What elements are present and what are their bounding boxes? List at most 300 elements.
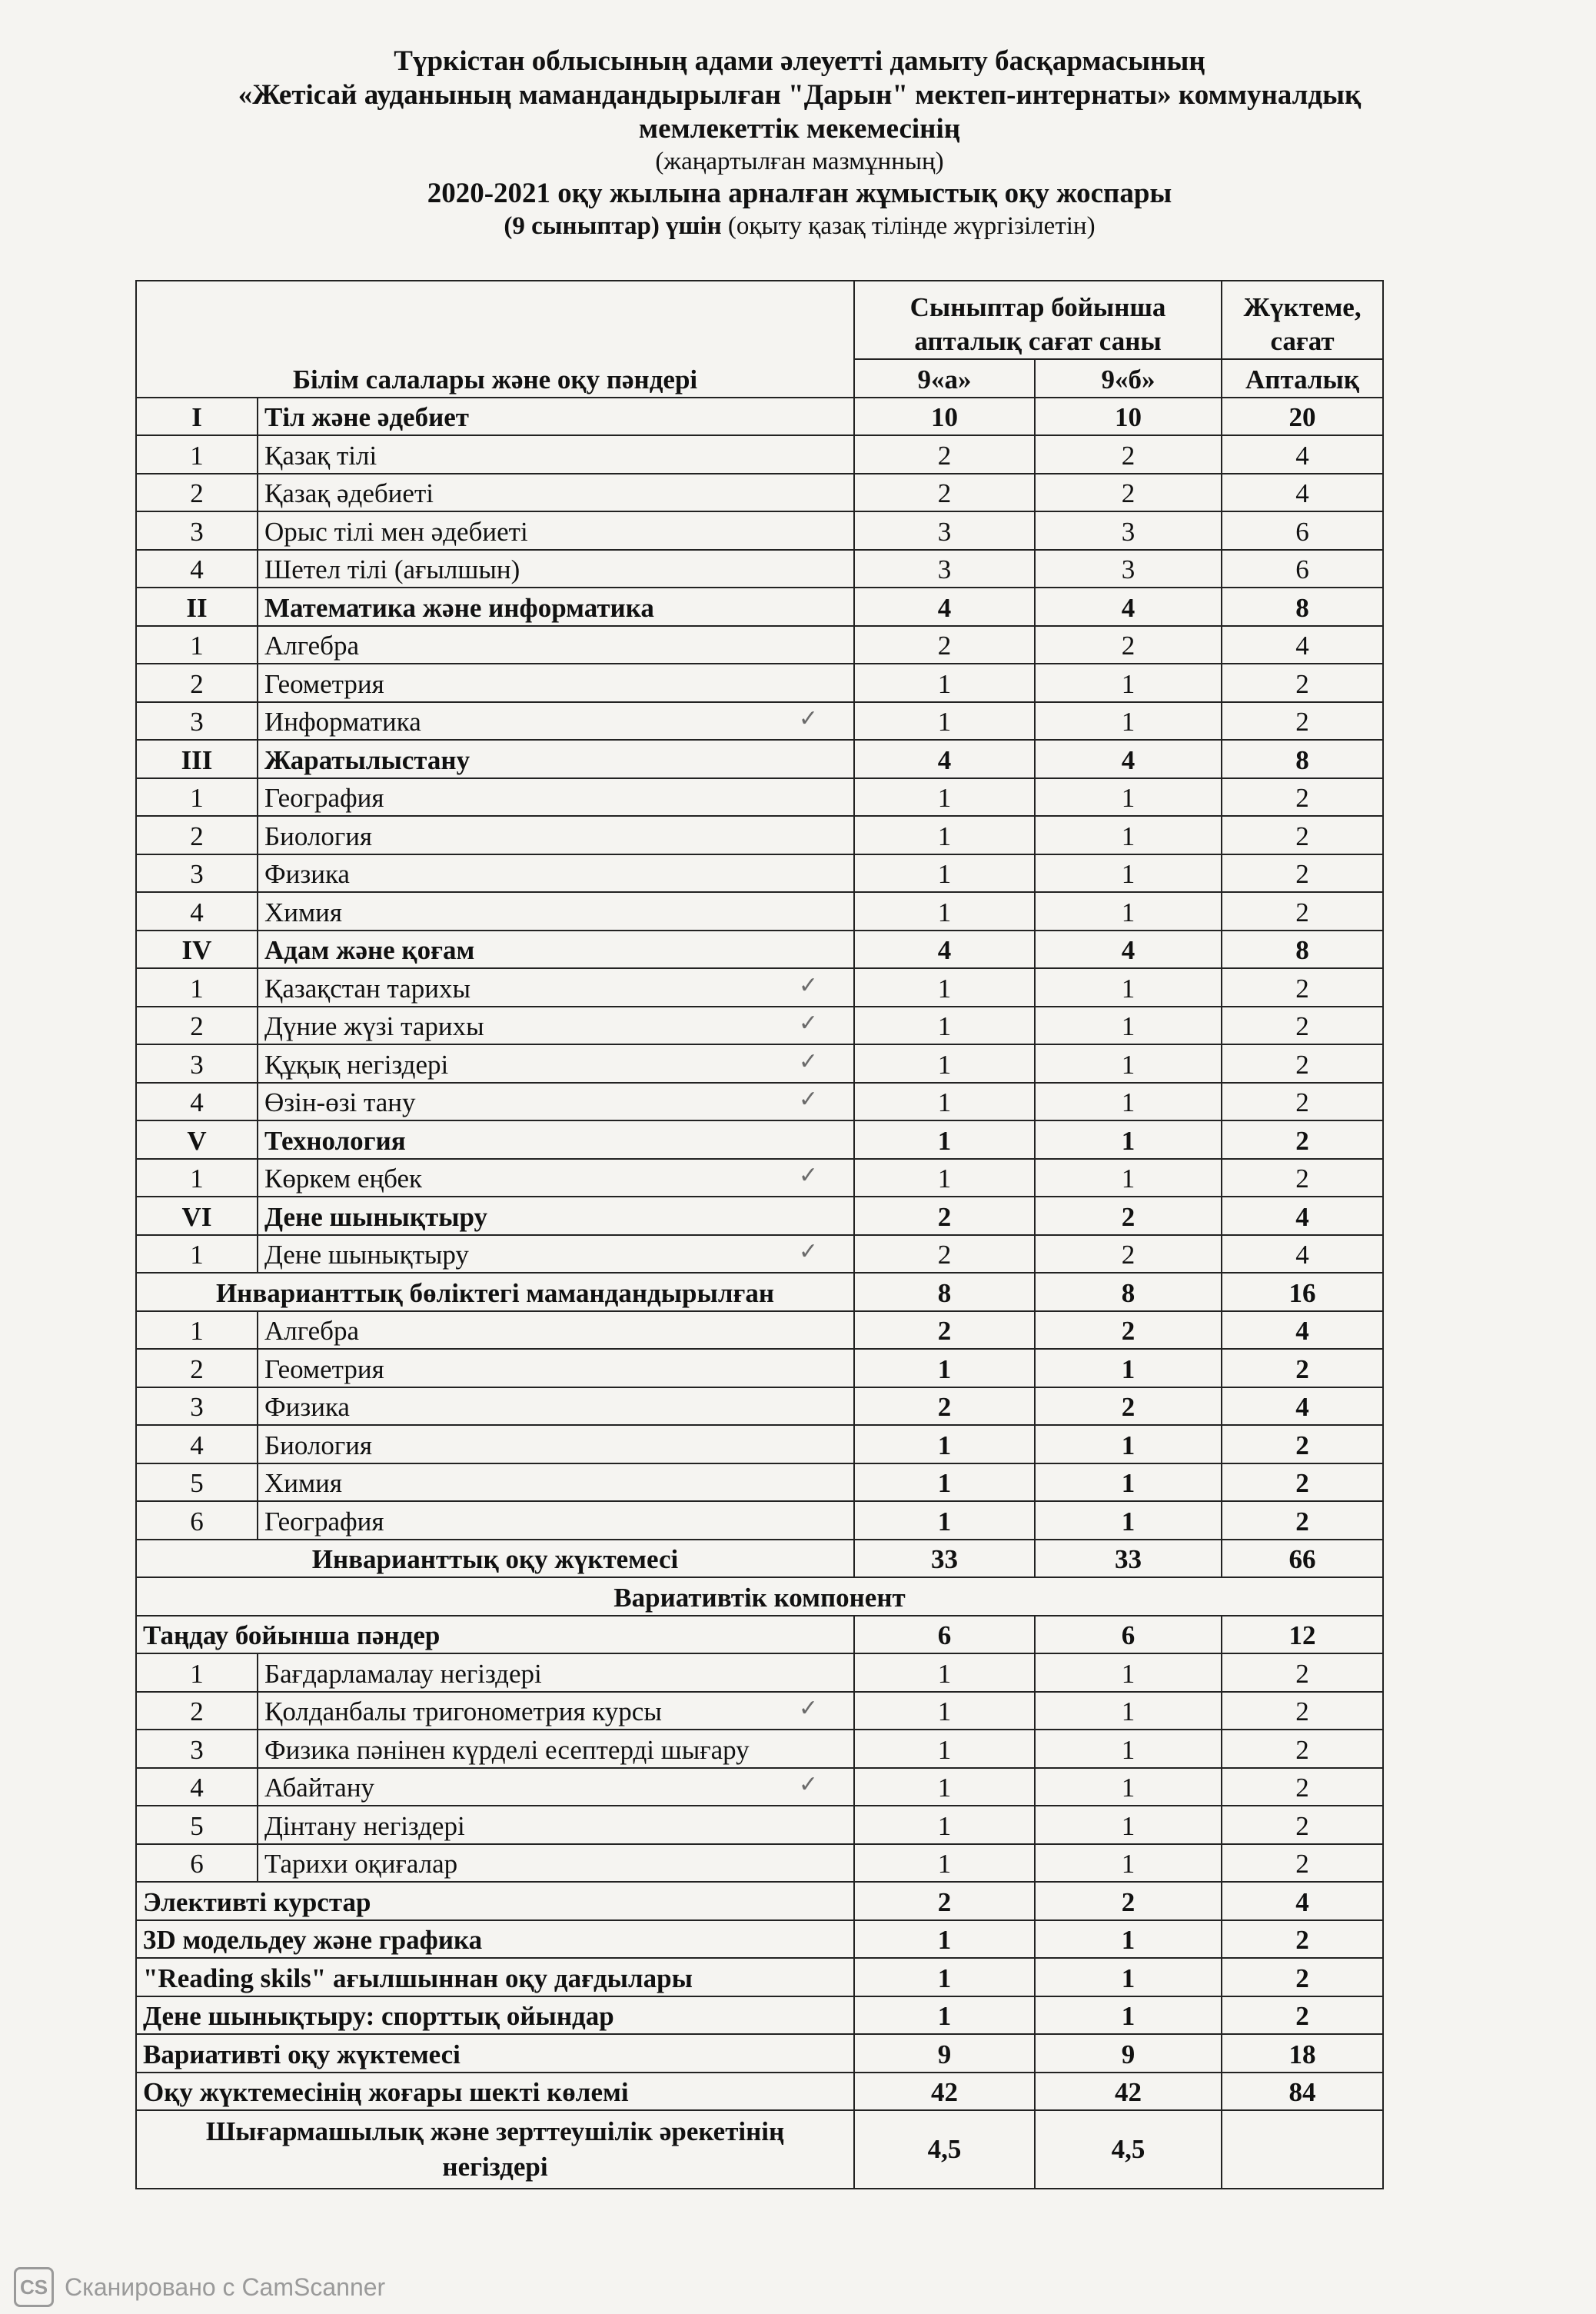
scanner-text: Сканировано с CamScanner xyxy=(65,2272,386,2301)
subject-label: Математика және информатика xyxy=(264,592,654,623)
table-row xyxy=(136,474,1383,512)
subject-name xyxy=(258,1197,854,1235)
table-row xyxy=(136,1083,1383,1121)
hours-class-a: 4,5 xyxy=(854,2110,1035,2189)
hours-class-a: 2 xyxy=(854,435,1035,474)
hours-class-a: 1 xyxy=(854,816,1035,854)
hours-class-b: 1 xyxy=(1035,664,1222,702)
hours-class-a: 2 xyxy=(854,1311,1035,1350)
row-number: 6 xyxy=(136,1501,258,1540)
weekly-total: 2 xyxy=(1222,1692,1383,1730)
hours-class-a: 1 xyxy=(854,702,1035,741)
hours-class-b: 4 xyxy=(1035,740,1222,778)
subject-name xyxy=(258,1159,854,1197)
subject-label: Қазақ тілі xyxy=(264,440,377,471)
row-number: 2 xyxy=(136,1007,258,1045)
variative-title: Вариативтік компонент xyxy=(136,1577,1383,1616)
row-number: 2 xyxy=(136,664,258,702)
subject-name xyxy=(258,1083,854,1121)
subject-label: Көркем еңбек xyxy=(264,1164,423,1194)
subject-label: Физика xyxy=(264,1392,350,1422)
hours-class-b: 1 xyxy=(1035,1806,1222,1844)
course-row xyxy=(136,1920,1383,1959)
weekly-total: 2 xyxy=(1222,854,1383,893)
hours-class-b: 1 xyxy=(1035,702,1222,741)
hours-class-b: 1 xyxy=(1035,1120,1222,1159)
hours-class-a: 1 xyxy=(854,968,1035,1007)
subject-label: Дінтану негіздері xyxy=(264,1810,465,1841)
row-number: II xyxy=(136,588,258,626)
subject-label: Абайтану xyxy=(264,1773,375,1803)
table-row xyxy=(136,1159,1383,1197)
table-row xyxy=(136,816,1383,854)
hours-class-a: 1 xyxy=(854,1844,1035,1883)
hours-class-a: 1 xyxy=(854,892,1035,931)
course-row xyxy=(136,1996,1383,2035)
subject-name xyxy=(258,1044,854,1083)
hours-class-a: 1 xyxy=(854,1159,1035,1197)
subject-name xyxy=(258,1806,854,1844)
subject-name xyxy=(258,588,854,626)
weekly-total: 2 xyxy=(1222,1996,1383,2035)
hours-class-a: 42 xyxy=(854,2073,1035,2111)
elective-subjects-row xyxy=(136,1616,1383,1654)
weekly-total: 66 xyxy=(1222,1540,1383,1578)
hours-class-b: 3 xyxy=(1035,511,1222,550)
creative-row-label: Шығармашылық және зерттеушілік әрекетінің негіздері xyxy=(136,2110,854,2189)
weekly-total: 4 xyxy=(1222,626,1383,664)
subject-label: Физика пәнінен күрделі есептерді шығару xyxy=(264,1734,750,1765)
weekly-total: 20 xyxy=(1222,398,1383,436)
hours-class-b: 1 xyxy=(1035,1044,1222,1083)
hours-class-a: 1 xyxy=(854,1083,1035,1121)
header-line-3: мемлекеттік мекемесінің xyxy=(638,113,961,145)
subject-label: География xyxy=(264,1506,384,1537)
hours-class-a: 1 xyxy=(854,1920,1035,1959)
hours-class-b: 3 xyxy=(1035,550,1222,588)
table-row xyxy=(136,1425,1383,1463)
weekly-total: 2 xyxy=(1222,1920,1383,1959)
subject-name xyxy=(258,1730,854,1768)
weekly-total: 4 xyxy=(1222,1235,1383,1274)
row-number: 4 xyxy=(136,1083,258,1121)
subject-name xyxy=(258,1768,854,1806)
weekly-total: 12 xyxy=(1222,1616,1383,1654)
subject-name xyxy=(258,664,854,702)
hours-class-b: 1 xyxy=(1035,1425,1222,1463)
subject-label: Алгебра xyxy=(264,631,360,661)
hours-class-b: 2 xyxy=(1035,626,1222,664)
weekly-total: 4 xyxy=(1222,1197,1383,1235)
header-load-line2: сағат xyxy=(1270,326,1335,356)
subject-name xyxy=(258,778,854,817)
hours-class-a: 1 xyxy=(854,1044,1035,1083)
table-row xyxy=(136,1197,1383,1235)
subject-label: Тіл және әдебиет xyxy=(264,402,469,432)
hours-class-b: 10 xyxy=(1035,398,1222,436)
weekly-total: 2 xyxy=(1222,1768,1383,1806)
table-row xyxy=(136,511,1383,550)
table-row xyxy=(136,1844,1383,1883)
weekly-total: 2 xyxy=(1222,1425,1383,1463)
table-row xyxy=(136,1044,1383,1083)
course-row xyxy=(136,1958,1383,1996)
hours-class-b: 1 xyxy=(1035,1996,1222,2035)
weekly-total: 4 xyxy=(1222,435,1383,474)
weekly-total: 2 xyxy=(1222,1730,1383,1768)
table-row xyxy=(136,435,1383,474)
creative-row xyxy=(136,2110,1383,2189)
course-name: 3D модельдеу және графика xyxy=(136,1920,854,1959)
invariant-load-row-label: Инварианттық оқу жүктемесі xyxy=(136,1540,854,1578)
hours-class-a: 2 xyxy=(854,1235,1035,1274)
table-row xyxy=(136,1730,1383,1768)
weekly-total: 4 xyxy=(1222,1882,1383,1920)
weekly-total: 6 xyxy=(1222,550,1383,588)
subject-name xyxy=(258,550,854,588)
weekly-total: 6 xyxy=(1222,511,1383,550)
camscanner-logo: CS xyxy=(14,2267,54,2307)
subject-label: Химия xyxy=(264,1468,342,1498)
hours-class-b: 1 xyxy=(1035,1463,1222,1502)
subject-name xyxy=(258,1311,854,1350)
hours-class-a: 1 xyxy=(854,1349,1035,1387)
scanner-watermark xyxy=(14,2267,385,2307)
hours-class-a: 4 xyxy=(854,588,1035,626)
table-header-row xyxy=(136,281,1383,359)
subject-label: Тарихи оқиғалар xyxy=(264,1849,458,1879)
weekly-total: 8 xyxy=(1222,740,1383,778)
subject-name xyxy=(258,740,854,778)
table-row xyxy=(136,1768,1383,1806)
checkmark-icon: ✓ xyxy=(798,1048,819,1074)
course-name: Дене шынықтыру: спорттық ойындар xyxy=(136,1996,854,2035)
subject-name xyxy=(258,1692,854,1730)
subject-label: Адам және қоғам xyxy=(264,935,475,965)
hours-class-b: 1 xyxy=(1035,1844,1222,1883)
hours-class-b: 1 xyxy=(1035,1768,1222,1806)
hours-class-b: 2 xyxy=(1035,474,1222,512)
weekly-total: 2 xyxy=(1222,968,1383,1007)
row-number: 3 xyxy=(136,1044,258,1083)
hours-class-b: 1 xyxy=(1035,1007,1222,1045)
weekly-total: 2 xyxy=(1222,1844,1383,1883)
subject-label: Физика xyxy=(264,859,350,889)
hours-class-a: 1 xyxy=(854,1958,1035,1996)
hours-class-a: 1 xyxy=(854,778,1035,817)
table-row xyxy=(136,1387,1383,1426)
row-number: 1 xyxy=(136,1311,258,1350)
subject-name xyxy=(258,1235,854,1274)
hours-class-a: 1 xyxy=(854,1425,1035,1463)
row-number: 3 xyxy=(136,1387,258,1426)
weekly-total: 2 xyxy=(1222,892,1383,931)
subject-label: Құқық негіздері xyxy=(264,1049,449,1080)
weekly-total: 2 xyxy=(1222,664,1383,702)
hours-class-a: 2 xyxy=(854,474,1035,512)
subject-name xyxy=(258,931,854,969)
hours-class-b: 2 xyxy=(1035,1235,1222,1274)
hours-class-b: 2 xyxy=(1035,1387,1222,1426)
hours-class-a: 10 xyxy=(854,398,1035,436)
hours-class-b: 4,5 xyxy=(1035,2110,1222,2189)
table-row xyxy=(136,1501,1383,1540)
subject-label: Орыс тілі мен әдебиеті xyxy=(264,516,528,547)
subject-label: Шетел тілі (ағылшын) xyxy=(264,554,520,584)
weekly-total: 2 xyxy=(1222,1349,1383,1387)
table-row xyxy=(136,1463,1383,1502)
table-row xyxy=(136,1692,1383,1730)
header-weekly: Апталық xyxy=(1222,359,1383,398)
weekly-total: 4 xyxy=(1222,474,1383,512)
row-number: 4 xyxy=(136,1425,258,1463)
hours-class-b: 33 xyxy=(1035,1540,1222,1578)
hours-class-a: 8 xyxy=(854,1273,1035,1311)
subject-label: Биология xyxy=(264,821,373,851)
header-line-6-rest: (оқыту қазақ тілінде жүргізілетін) xyxy=(721,212,1096,240)
table-row xyxy=(136,398,1383,436)
table-row xyxy=(136,1806,1383,1844)
table-row xyxy=(136,550,1383,588)
hours-class-b: 1 xyxy=(1035,968,1222,1007)
row-number: 1 xyxy=(136,778,258,817)
subject-name xyxy=(258,968,854,1007)
row-number: 4 xyxy=(136,550,258,588)
checkmark-icon: ✓ xyxy=(798,1011,819,1036)
weekly-total: 4 xyxy=(1222,1387,1383,1426)
hours-class-b: 1 xyxy=(1035,816,1222,854)
subject-label: Биология xyxy=(264,1430,373,1460)
row-number: III xyxy=(136,740,258,778)
hours-class-b: 1 xyxy=(1035,1730,1222,1768)
checkmark-icon: ✓ xyxy=(798,1239,819,1264)
weekly-total: 2 xyxy=(1222,1120,1383,1159)
table-row xyxy=(136,588,1383,626)
checkmark-icon: ✓ xyxy=(798,1696,819,1721)
invariant-special-row-label: Инварианттық бөліктегі мамандандырылған xyxy=(136,1273,854,1311)
subject-label: Бағдарламалау негіздері xyxy=(264,1658,542,1689)
subject-label: Қазақ әдебиеті xyxy=(264,478,434,508)
row-number: 1 xyxy=(136,968,258,1007)
checkmark-icon: ✓ xyxy=(798,706,819,731)
weekly-total: 4 xyxy=(1222,1311,1383,1350)
subject-name xyxy=(258,892,854,931)
row-number: 2 xyxy=(136,1349,258,1387)
hours-class-b: 1 xyxy=(1035,1349,1222,1387)
hours-class-a: 2 xyxy=(854,626,1035,664)
row-number: 3 xyxy=(136,1730,258,1768)
hours-class-a: 1 xyxy=(854,664,1035,702)
subject-name xyxy=(258,1425,854,1463)
table-row xyxy=(136,664,1383,702)
subject-name xyxy=(258,1120,854,1159)
table-row xyxy=(136,702,1383,741)
hours-class-b: 1 xyxy=(1035,892,1222,931)
elective-subjects-row-label: Таңдау бойынша пәндер xyxy=(136,1616,854,1654)
weekly-total xyxy=(1222,2110,1383,2189)
hours-class-a: 9 xyxy=(854,2034,1035,2073)
subject-name xyxy=(258,1387,854,1426)
max-load-row-label: Оқу жүктемесінің жоғары шекті көлемі xyxy=(136,2073,854,2111)
hours-class-b: 1 xyxy=(1035,1958,1222,1996)
hours-class-a: 3 xyxy=(854,550,1035,588)
weekly-total: 8 xyxy=(1222,931,1383,969)
subject-label: Өзін-өзі тану xyxy=(264,1087,416,1117)
subject-label: Қазақстан тарихы xyxy=(264,973,471,1004)
header-line-4: (жаңартылған мазмұнның) xyxy=(655,148,944,175)
row-number: 3 xyxy=(136,702,258,741)
row-number: 1 xyxy=(136,1159,258,1197)
document-header xyxy=(108,45,1491,241)
hours-class-b: 2 xyxy=(1035,1197,1222,1235)
hours-class-a: 1 xyxy=(854,1768,1035,1806)
hours-class-b: 6 xyxy=(1035,1616,1222,1654)
row-number: 5 xyxy=(136,1463,258,1502)
weekly-total: 2 xyxy=(1222,1958,1383,1996)
hours-class-b: 1 xyxy=(1035,1501,1222,1540)
subject-name xyxy=(258,816,854,854)
header-line-2: «Жетісай ауданының мамандандырылған "Дарын" мектеп-интернаты» коммуналдық xyxy=(238,79,1362,111)
hours-class-a: 1 xyxy=(854,1806,1035,1844)
hours-class-b: 4 xyxy=(1035,931,1222,969)
hours-class-b: 1 xyxy=(1035,854,1222,893)
subject-label: Технология xyxy=(264,1125,406,1156)
header-line-6 xyxy=(108,211,1491,241)
invariant-special-row xyxy=(136,1273,1383,1311)
weekly-total: 2 xyxy=(1222,1501,1383,1540)
variative-title-row xyxy=(136,1577,1383,1616)
weekly-total: 2 xyxy=(1222,1044,1383,1083)
row-number: 6 xyxy=(136,1844,258,1883)
subject-name xyxy=(258,854,854,893)
row-number: 2 xyxy=(136,474,258,512)
row-number: 1 xyxy=(136,435,258,474)
table-row xyxy=(136,740,1383,778)
hours-class-b: 1 xyxy=(1035,1653,1222,1692)
row-number: IV xyxy=(136,931,258,969)
weekly-total: 16 xyxy=(1222,1273,1383,1311)
hours-class-b: 8 xyxy=(1035,1273,1222,1311)
subject-name xyxy=(258,1653,854,1692)
weekly-total: 18 xyxy=(1222,2034,1383,2073)
hours-class-a: 1 xyxy=(854,1463,1035,1502)
subject-label: Химия xyxy=(264,897,342,927)
curriculum-table xyxy=(135,280,1384,2189)
weekly-total: 2 xyxy=(1222,1653,1383,1692)
checkmark-icon: ✓ xyxy=(798,1163,819,1188)
weekly-total: 8 xyxy=(1222,588,1383,626)
checkmark-icon: ✓ xyxy=(798,1087,819,1112)
hours-class-b: 9 xyxy=(1035,2034,1222,2073)
row-number: 3 xyxy=(136,511,258,550)
subject-name xyxy=(258,1463,854,1502)
weekly-total: 84 xyxy=(1222,2073,1383,2111)
row-number: 4 xyxy=(136,1768,258,1806)
subject-name xyxy=(258,1007,854,1045)
hours-class-a: 4 xyxy=(854,931,1035,969)
table-row xyxy=(136,1349,1383,1387)
subject-name xyxy=(258,435,854,474)
header-weekly-hours-line2: апталық сағат саны xyxy=(914,326,1162,356)
row-number: 1 xyxy=(136,1653,258,1692)
header-weekly-hours xyxy=(854,281,1222,359)
row-number: VI xyxy=(136,1197,258,1235)
weekly-total: 2 xyxy=(1222,1806,1383,1844)
hours-class-b: 1 xyxy=(1035,1083,1222,1121)
header-line-1: Түркістан облысының адами әлеуетті дамыту басқармасының xyxy=(394,45,1205,77)
row-number: 3 xyxy=(136,854,258,893)
weekly-total: 2 xyxy=(1222,816,1383,854)
table-row xyxy=(136,1007,1383,1045)
hours-class-a: 1 xyxy=(854,1007,1035,1045)
subject-name xyxy=(258,1844,854,1883)
row-number: 2 xyxy=(136,816,258,854)
row-number: 2 xyxy=(136,1692,258,1730)
weekly-total: 2 xyxy=(1222,1007,1383,1045)
hours-class-b: 2 xyxy=(1035,1311,1222,1350)
subject-label: Қолданбалы тригонометрия курсы xyxy=(264,1696,662,1726)
hours-class-a: 2 xyxy=(854,1197,1035,1235)
subject-name xyxy=(258,702,854,741)
row-number: 1 xyxy=(136,1235,258,1274)
row-number: I xyxy=(136,398,258,436)
weekly-total: 2 xyxy=(1222,1159,1383,1197)
hours-class-a: 1 xyxy=(854,1730,1035,1768)
subject-label: Геометрия xyxy=(264,1353,384,1384)
hours-class-b: 1 xyxy=(1035,1692,1222,1730)
header-line-6-bold: (9 сыныптар) үшін xyxy=(504,212,722,240)
subject-name xyxy=(258,626,854,664)
table-row xyxy=(136,968,1383,1007)
header-weekly-hours-line1: Сыныптар бойынша xyxy=(909,292,1166,322)
elective-courses-row xyxy=(136,1882,1383,1920)
subject-label: Геометрия xyxy=(264,668,384,699)
course-name: "Reading skils" ағылшыннан оқу дағдылары xyxy=(136,1958,854,1996)
hours-class-b: 4 xyxy=(1035,588,1222,626)
subject-label: География xyxy=(264,783,384,813)
hours-class-b: 1 xyxy=(1035,1159,1222,1197)
subject-name xyxy=(258,474,854,512)
header-load-line1: Жүктеме, xyxy=(1243,292,1362,322)
table-row xyxy=(136,931,1383,969)
hours-class-a: 3 xyxy=(854,511,1035,550)
header-subjects: Білім салалары және оқу пәндері xyxy=(136,281,854,398)
subject-name xyxy=(258,398,854,436)
hours-class-a: 6 xyxy=(854,1616,1035,1654)
elective-courses-row-label: Элективті курстар xyxy=(136,1882,854,1920)
subject-name xyxy=(258,511,854,550)
weekly-total: 2 xyxy=(1222,702,1383,741)
table-row xyxy=(136,1235,1383,1274)
row-number: V xyxy=(136,1120,258,1159)
hours-class-a: 2 xyxy=(854,1387,1035,1426)
hours-class-a: 33 xyxy=(854,1540,1035,1578)
weekly-total: 2 xyxy=(1222,778,1383,817)
hours-class-b: 2 xyxy=(1035,435,1222,474)
hours-class-b: 42 xyxy=(1035,2073,1222,2111)
max-load-row xyxy=(136,2073,1383,2111)
table-row xyxy=(136,1653,1383,1692)
hours-class-a: 1 xyxy=(854,854,1035,893)
table-row xyxy=(136,1120,1383,1159)
invariant-load-row xyxy=(136,1540,1383,1578)
hours-class-b: 1 xyxy=(1035,778,1222,817)
weekly-total: 2 xyxy=(1222,1463,1383,1502)
checkmark-icon: ✓ xyxy=(798,972,819,998)
row-number: 1 xyxy=(136,626,258,664)
weekly-total: 2 xyxy=(1222,1083,1383,1121)
hours-class-a: 2 xyxy=(854,1882,1035,1920)
